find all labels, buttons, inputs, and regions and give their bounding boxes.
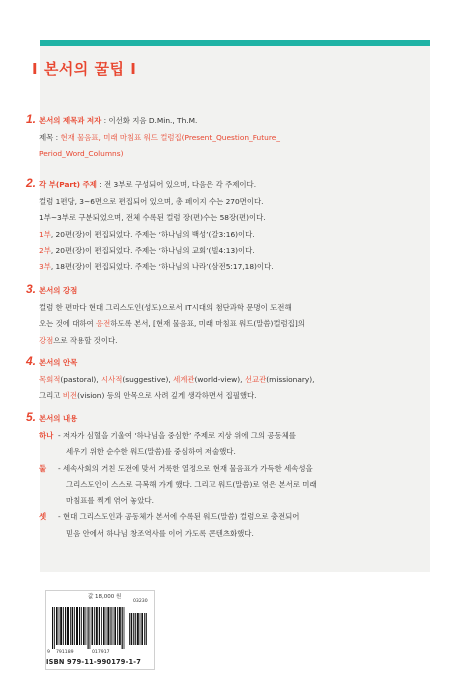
section-line: 3부, 18편(장)이 편집되었다. 주제는 ‘하나님의 나라’(삼전5:17,18)이다. [39,262,274,272]
section-strength [26,283,305,349]
section-number: 3. [26,282,37,296]
section-perspective [26,355,315,405]
content-item: 둘 - 세속사회의 거친 도전에 맞서 거룩한 열정으로 현재 물음표가 가득한 세속성을 그리스도인이 스스로 극복해 가게 했다. 그리고 워드(말씀)로 엮은 본서로 미래 마침표를 찍게 엮어 놓았다. [26,461,317,510]
section-label: 본서의 안목 [39,358,78,367]
section-number: 1. [26,112,37,126]
page-title: I 본서의 꿀팁 I [32,60,137,78]
item-tag: 하나 [39,431,54,440]
section-title-author: 1. 본서의 제목과 저자 : 이선화 지음 D.Min., Th.M. 제목 : 현재 물음표, 미래 마침표 워드 컬럼집(Present_Question_Future_ Period_Word_Columns) [26,113,280,163]
section-line: 그리고 비전(vision) 등의 안목으로 사려 깊게 생각하면서 집필했다. [39,391,257,401]
content-item: 셋 - 현대 그리스도인과 공동체가 본서에 수록된 워드(말씀) 컬럼으로 충전되어 믿음 안에서 하나님 창조역사를 이어 가도록 콘텐츠화했다. [26,509,317,542]
section-line: 1부~3부로 구분되었으며, 전체 수록된 컬럼 장(편)수는 58장(편)이다. [39,213,266,223]
section-line: 컬럼 1편당, 3~6면으로 편집되어 있으며, 총 페이지 수는 270면이다. [39,197,264,206]
ean-digits-left: 791189 [56,650,74,655]
section-line: 컬럼 한 편마다 현대 그리스도인(성도)으로서 IT시대의 첨단과학 문명이 도전해 [39,303,292,312]
section-line: 오는 것에 대하여 응전하도록 본서, [현재 물음표, 미래 마침표 워드(말씀)컬럼집]의 [39,319,305,329]
section-line: 강점으로 작용할 것이다. [39,335,118,345]
isbn-number: ISBN 979-11-990179-1-7 [46,658,142,666]
section-number: 2. [26,176,37,190]
section-content [26,411,317,542]
section-line: 제목 : 현재 물음표, 미래 마침표 워드 컬럼집(Present_Question_Future_ [39,133,280,142]
section-label: 본서의 내용 [39,414,78,423]
section-label: 각 부(Part) 주제 [39,180,97,189]
section-line: Period_Word_Columns) [39,149,124,159]
section-number: 5. [26,410,37,424]
ean-digit-lead: 9 [47,650,50,655]
panel-top-border [40,40,430,46]
title-text: 본서의 꿀팁 [43,60,125,78]
section-line: 목회적(pastoral), 시사적(suggestive), 세계관(world-view), 선교관(missionary), [39,375,315,384]
content-item: 하나 - 저자가 심혈을 기울여 ‘하나님을 중심한’ 주제로 지상 위에 그의 공동체를 세우기 위한 순수한 워드(말씀)를 중심하여 저술했다. [26,428,317,461]
section-parts: 2. 각 부(Part) 주제 : 전 3부로 구성되어 있으며, 다음은 각 주제이다. 컬럼 1편당, 3~6면으로 편집되어 있으며, 총 페이지 수는 270면이다. 1부~3부로 구분되었으며, 전체 수록된 컬럼 장(편)수는 58장(편)이다. 1부, 20편(장)이 편집되었다. 주제는 ‘하나님의 백성’(갈3:16)이다. 2부, 20편(장)이 편집되었다. 주제는 ‘하나님의 교회’(빌4:13)이다. 3부, 18편(장)이 편집되었다. 주제는 ‘하나님의 나라’(삼전5:17,18)이다. [26,177,274,275]
section-line: 2부, 20편(장)이 편집되었다. 주제는 ‘하나님의 교회’(빌4:13)이다. [39,245,255,255]
section-line: 1부, 20편(장)이 편집되었다. 주제는 ‘하나님의 백성’(갈3:16)이다. [39,229,255,239]
section-label: 본서의 제목과 저자 [39,116,102,125]
section-number: 4. [26,354,37,368]
addon-digits: 03230 [133,599,148,604]
section-label: 본서의 강점 [39,286,78,295]
item-tag: 셋 [39,512,47,522]
ean-digits-right: 017917 [92,650,110,655]
item-tag: 둘 [39,463,47,473]
price-label: 값 18,000 원 [88,594,122,600]
